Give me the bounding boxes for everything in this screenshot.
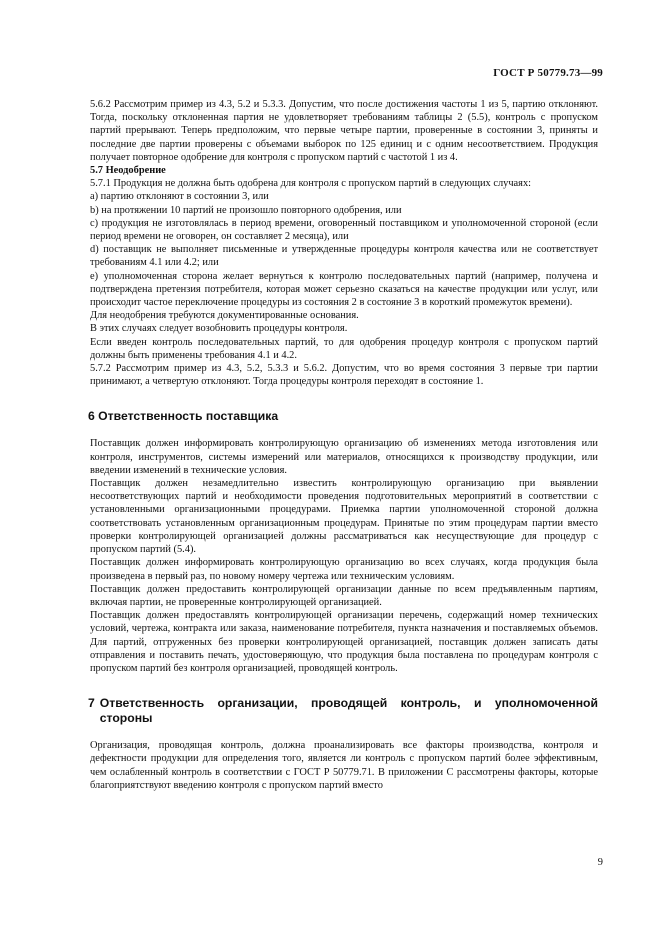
section-7-heading: [88, 696, 598, 726]
section-6-title: Ответственность поставщика: [98, 409, 279, 424]
list-item-e: e) уполномоченная сторона желает вернуться к контролю последовательных партий (например, получена и подтверждена претензия потребителя, которая может серьезно сказаться на качестве продукции или услуг, или происходит частое переключение процедуры из состояния 2 в состояние 3 в короткий промежуток времени).: [90, 270, 598, 309]
section-6-paragraph-1: Поставщик должен информировать контролирующую организацию об изменениях метода изготовления или контроля, инструментов, системы измерений или материалов, относящихся к производству продукции, или введении изменений в технические условия.: [90, 438, 598, 476]
paragraph-sequential: Если введен контроль последовательных партий, то для одобрения процедур контроля с пропуском партий должны быть применены требования 4.1 и 4.2.: [90, 336, 598, 361]
paragraph-572: 5.7.2 Рассмотрим пример из 4.3, 5.2, 5.3.3 и 5.6.2. Допустим, что во время состояния 3 первые три партии принимают, а четвертую отклоняют. Тогда процедуры контроля переходят в состояние 1.: [90, 363, 598, 388]
page-number: 9: [597, 857, 603, 868]
section-7-number: 7: [88, 696, 95, 711]
section-6-heading: [88, 409, 598, 424]
list-item-d: d) поставщик не выполняет письменные и утвержденные процедуры контроля качества или не соответствует требованиям 4.1 или 4.2; или: [90, 244, 598, 269]
paragraph-562: 5.6.2 Рассмотрим пример из 4.3, 5.2 и 5.3.3. Допустим, что после достижения частоты 1 из 5, партию отклоняют. Тогда, поскольку отклоненная партия не удовлетворяет требованиям таблицы 2 (5.5), контроль с пропуском партий прерывают. Теперь предположим, что первые четыре партии, проверенные в состоянии 3, приняты и последние две партии проверены с объемами выборок по 125 единиц и с одним несоответствием. Продукция получает повторное одобрение для контроля с пропуском партий с частотой 1 из 4.: [90, 99, 598, 163]
section-6-paragraph-4: Поставщик должен предоставить контролирующей организации данные по всем предъявленным партиям, включая партии, не проверенные контролирующей организацией.: [90, 583, 598, 608]
section-6-paragraph-3: Поставщик должен информировать контролирующую организацию во всех случаях, когда продукция была произведена в первый раз, по новому номеру чертежа или техническим условиям.: [90, 557, 598, 582]
section-6-paragraph-5: Поставщик должен предоставлять контролирующей организации перечень, содержащий номер технических условий, чертежа, контракта или заказа, наименование потребителя, пункта назначения и поставляемых объемов. Для партий, отгруженных без проверки контролирующей организацией, поставщик должен записать даты отправления и поставить печать, удостоверяющую, что продукция была поставлена по процедурам контроля с пропуском партий без контроля организацией, проводящей контроль.: [90, 610, 598, 674]
section-6-paragraph-2: Поставщик должен незамедлительно известить контролирующую организацию при выявлении несоответствующих партий и необходимости проведения подготовительных мероприятий в соответствии с установленными организационными процедурами. Приемка партии уполномоченной стороной должна соответствовать установленным организационным процедурам. Принятые по этим процедурам партии вместо проверки контролирующей организацией должны рассматриваться как несуществующие для процедур с пропуском партий (5.4).: [90, 478, 598, 556]
subsection-57-title: 5.7 Неодобрение: [90, 165, 166, 177]
paragraph-resume: В этих случаях следует возобновить процедуры контроля.: [90, 323, 348, 335]
list-item-b: b) на протяжении 10 партий не произошло повторного одобрения, или: [90, 204, 402, 216]
section-7-title: Ответственность организации, проводящей контроль, и уполномоченной стороны: [99, 696, 598, 726]
page-content: [90, 98, 598, 792]
list-item-a: a) партию отклоняют в состоянии 3, или: [90, 191, 269, 203]
section-7-paragraph-1: Организация, проводящая контроль, должна проанализировать все факторы производства, контроля и дефектности продукции для определения того, является ли контроль с пропуском партий более эффективным, чем ослабленный контроль в соответствии с ГОСТ Р 50779.71. В приложении С рассмотрены факторы, которые благоприятствуют введению контроля с пропуском партий вместо: [90, 740, 598, 791]
paragraph-justification: Для неодобрения требуются документированные основания.: [90, 310, 359, 322]
document-header: ГОСТ Р 50779.73—99: [493, 67, 603, 79]
list-item-c: c) продукция не изготовлялась в период времени, оговоренный поставщиком и уполномоченной стороной (если период времени не оговорен, он составляет 2 месяца), или: [90, 217, 598, 243]
section-6-number: 6: [88, 409, 95, 424]
paragraph-571: 5.7.1 Продукция не должна быть одобрена для контроля с пропуском партий в следующих случаях:: [90, 178, 532, 190]
